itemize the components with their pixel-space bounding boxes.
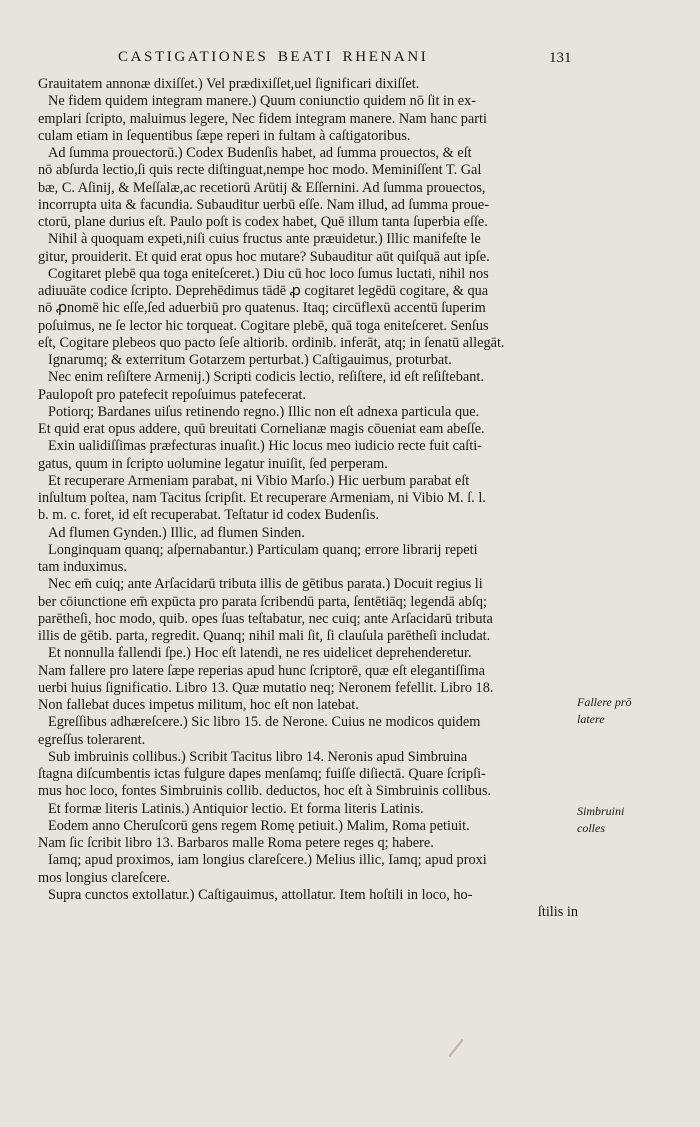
text-line: gatus, quum in ſcripto uolumine legatur inuiſit, ſed perperam. — [38, 455, 388, 472]
text-line: poſuimus, ne ſe lector hic torqueat. Cogitare plebē, quā toga eniteſceret. Senſus — [38, 317, 489, 334]
text-line: nō ꝓnomē hic eſſe,ſed aduerbiū pro quatenus. Itaq; circūflexū accentū ſuperim — [38, 300, 486, 317]
text-line: Ad flumen Gynden.) Illic, ad flumen Sinden. — [48, 524, 305, 541]
text-line: tam induximus. — [38, 559, 127, 575]
text-line: Potiorq; Bardanes uiſus retinendo regno.) Illic non eſt adnexa particula que. — [48, 403, 480, 420]
text-line: Ne fidem quidem integram manere.) Quum coniunctio quidem nō ſit in ex- — [48, 93, 476, 110]
text-line: inſultum poſtea, nam Tacitus ſcripſit. Et recuperare Armeniam, ni Vibio M. ſ. l. — [38, 490, 486, 506]
text-line: Et nonnulla fallendi ſpe.) Hoc eſt latendi, ne res uidelicet deprehenderetur. — [48, 645, 472, 662]
text-line: eſt, Cogitare plebeos quo pacto ſeſe altiorib. ordinib. inferāt, atq; in ſenatū allegāt. — [38, 334, 505, 351]
text-line: gitur, prouiderit. Et quid erat opus hoc mutare? Subauditur aūt quiſquā aut ipſe. — [38, 248, 490, 265]
text-line: Exin ualidiſſimas præfecturas inuaſit.) Hic locus meo iudicio recte fuit caſti- — [48, 438, 482, 455]
margin-note-simbruini: Simbruini — [577, 804, 625, 818]
text-line: Iamq; apud proximos, iam longius clareſcere.) Melius illic, Iamq; apud proxi — [48, 852, 487, 869]
text-line: Nam ſic ſcribit libro 13. Barbaros malle Roma petere reges q; habere. — [38, 835, 434, 851]
margin-note-simbruini-cont: colles — [577, 821, 605, 835]
text-line: mus hoc loco, fontes Simbruinis collib. deductos, hoc eſt à Simbruinis collibus. — [38, 783, 492, 800]
pencil-mark — [448, 1039, 463, 1058]
text-line: uerbi huius ſignificatio. Libro 13. Quæ mutatio neq; Neronem fefellit. Libro 18. — [38, 679, 494, 696]
text-line: adiuuāte codice ſcripto. Deprehēdimus tādē ꝓ cogitaret legēdū cogitare, & qua — [38, 283, 489, 299]
text-line: Ad ſumma prouectorū.) Codex Budenſis habet, ad ſumma prouectos, & eſt — [48, 145, 472, 161]
text-line: b. m. c. foret, id eſt recuperabat. Teſtatur id codex Budenſis. — [38, 507, 379, 524]
text-line: Nihil à quoquam expeti,niſi cuius fructus ante præuidetur.) Illic manifeſte le — [48, 231, 481, 248]
text-line: Et formæ literis Latinis.) Antiquior lectio. Et forma literis Latinis. — [48, 800, 424, 817]
text-line: Et quid erat opus addere, quū breuitati Cornelianæ magis cōueniat eam abeſſe. — [38, 421, 485, 437]
text-line: emplari ſcripto, maluimus legere, Nec fidem integram manere. Nam hanc parti — [38, 110, 487, 127]
text-line: Grauitatem annonæ dixiſſet.) Vel prædixiſſet,uel ſignificari dixiſſet. — [38, 76, 420, 92]
text-line: egreſſus tolerarent. — [38, 731, 146, 748]
running-title: CASTIGATIONES BEATI RHENANI — [118, 49, 429, 65]
text-line: illis de gētib. parta, regredit. Quanq; nihil mali ſit, ſi clauſula parētheſi includat. — [38, 628, 491, 644]
text-line: culam etiam in ſequentibus ſæpe reperi in fultam à caſtigatoribus. — [38, 127, 411, 144]
text-line: Sub imbruinis collibus.) Scribit Tacitus libro 14. Neronis apud Simbruina — [48, 748, 468, 765]
text-line: bæ, C. Aſinij, & Meſſalæ,ac recetiorū Arūtij & Eſſernini. Ad ſumma prouectos, — [38, 179, 486, 196]
text-line: Ignarumq; & exterritum Gotarzem perturbat.) Caſtigauimus, proturbat. — [48, 352, 452, 368]
text-line: Nec em̄ cuiq; ante Arſacidarū tributa illis de gētibus parata.) Docuit regius li — [48, 576, 483, 593]
text-line: incorrupta uita & facundia. Subauditur uerbū eſſe. Nam illud, ad ſumma proue- — [38, 196, 490, 213]
text-line: ber cōiunctione em̄ expūcta pro parata ſcribendū parta, ſentētiāq; legendā abſq; — [38, 593, 487, 610]
text-line: Cogitaret plebē qua toga eniteſceret.) Diu cū hoc loco ſumus luctati, nihil nos — [48, 265, 489, 282]
text-line: mos longius clareſcere. — [38, 869, 171, 886]
page-number: 131 — [549, 50, 572, 66]
text-line: Paulopoſt pro patefecit repoſuimus patefecerat. — [38, 386, 306, 403]
text-line: Egreſſibus adhæreſcere.) Sic libro 15. de Nerone. Cuius ne modicos quidem — [48, 714, 481, 731]
text-line: ſtilis in — [537, 904, 578, 920]
text-line: ſtagna diſcumbentis ictas fulgure dapes menſamq; fuiſſe diſiectā. Quare ſcripſi- — [38, 766, 486, 782]
text-line: Non fallebat duces impetus militum, hoc eſt non latebat. — [38, 697, 359, 713]
text-line: parētheſi, hoc modo, quib. opes ſuas teſtabatur, nec cuiq; ante Arſacidarū tributa — [38, 610, 493, 627]
text-body — [38, 76, 578, 921]
text-line: Supra cunctos extollatur.) Caſtigauimus, attollatur. Item hoſtili in loco, ho- — [48, 886, 473, 903]
margin-note-fallere-cont: latere — [577, 712, 605, 726]
text-line: ctorū, plane durius eſt. Paulo poſt is codex habet, Quē illum tanta ſuperbia eſſe. — [38, 214, 488, 230]
text-line: nō abſurda lectio,ſi quis recte diſtinguat,nempe hoc modo. Meminiſſent T. Gal — [38, 162, 482, 179]
text-line: Longinquam quanq; aſpernabantur.) Particulam quanq; errore librarij repeti — [48, 541, 478, 558]
text-line: Nam fallere pro latere ſæpe reperias apud hunc ſcriptorē, quæ eſt elegantiſſima — [38, 662, 485, 679]
text-line: Nec enim reſiſtere Armenij.) Scripti codicis lectio, reſiſtere, id eſt reſiſtebant. — [48, 369, 484, 386]
margin-notes — [577, 0, 700, 1127]
text-line: Et recuperare Armeniam parabat, ni Vibio Marſo.) Hic uerbum parabat eſt — [48, 472, 470, 489]
text-line: Eodem anno Cheruſcorū gens regem Romę petiuit.) Malim, Roma petiuit. — [48, 817, 470, 834]
margin-note-fallere: Fallere prō — [577, 695, 632, 709]
